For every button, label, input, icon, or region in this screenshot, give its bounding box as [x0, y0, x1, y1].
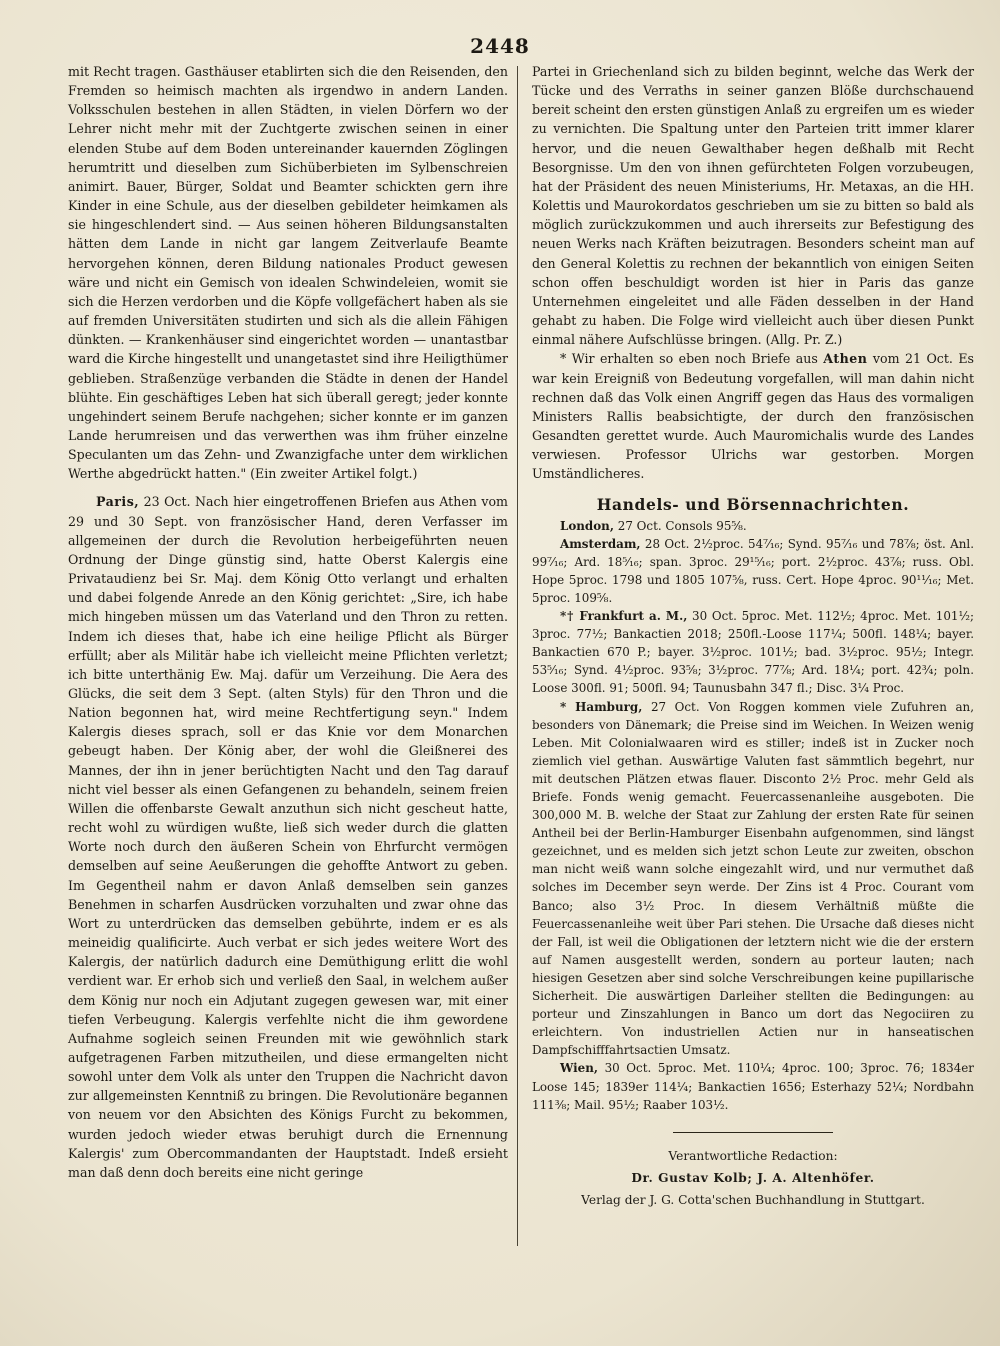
athens-report-text: vom 21 Oct. Es war kein Ereigniß von Bedeutung vorgefallen, will man dahin nicht rechnen daß das Volk einen Angriff gegen das Haus des vormaligen Ministers Rallis beabsichtigte, der durch den französischen Gesandten gerettet wurde. Auch Mauromichalis wurde des Landes verwiesen. Professor Ulrichs war gestorben. Morgen Umständlicheres.: [532, 351, 974, 482]
imprint-divider: [673, 1132, 833, 1133]
paris-report-text: 23 Oct. Nach hier eingetroffenen Briefen aus Athen vom 29 und 30 Sept. von französischer Hand, deren Verfasser im allgemeinen der durch die Revolution herbeigeführten neuen Ordnung der Dinge günstig sind, hatte Oberst Kalergis eine Privataudienz bei Sr. Maj. dem König Otto verlangt und erhalten und dabei folgende Anrede an den König gerichtet: „Sire, ich habe mich hingeben müssen um das Vaterland und den Thron zu retten. Indem ich dieses that, habe ich eine heilige Pflicht als Bürger erfüllt; aber als Militär habe ich vielleicht meine Pflichten verletzt; ich bitte unterthänig Ew. Maj. dafür um Verzeihung. Die Aera des Glücks, die seit dem 3 Sept. (alten Styls) für den Thron und die Nation begonnen hat, wird meine Rechtfertigung seyn." Indem Kalergis dieses sprach, soll er das Knie vor dem Monarchen gebeugt haben. Der König aber, der wohl die Gleißnerei des Mannes, der ihn in jener berüchtigten Nacht und den Tag darauf nicht viel besser als einen Gefangenen zu behandeln, seinem freien Willen die offenbarste Gewalt anzuthun sich nicht gescheut hatte, recht wohl zu würdigen wußte, ließ sich weder durch die glatten Worte noch durch den äußeren Schein von Ehrfurcht vermögen demselben auf seine Aeußerungen die gehoffte Antwort zu geben. Im Gegentheil nahm er davon Anlaß demselben sein ganzes Benehmen in scharfen Ausdrücken vorzuhalten und zwar ohne das Wort zu unterdrücken das demselben gebührte, indem er es als meineidig qualificirte. Auch verbat er sich jedes weitere Wort des Kalergis, der natürlich dadurch eine Demüthigung erlitt die wohl verdient war. Er erhob sich und verließ den Saal, in welchem außer dem König nur noch ein Adjutant zugegen gewesen war, mit einer tiefen Verbeugung. Kalergis verfehlte nicht die ihm gewordene Aufnahme sogleich seinen Freunden mit wie gewöhnlich stark aufgetragenen Farben mitzutheilen, und diese ermangelten nicht sowohl unter dem Volk als unter den Truppen die Nachricht davon zur allgemeinsten Kenntniß zu bringen. Die Revolutionäre begannen von neuem vor den Absichten des Königs Furcht zu bekommen, wurden jedoch wieder etwas beruhigt durch die Ernennung Kalergis' zum Obercommandanten der Hauptstadt. Indeß ersieht man daß denn doch bereits eine nicht geringe: [68, 494, 508, 1180]
wien-text: 30 Oct. 5proc. Met. 110¼; 4proc. 100; 3proc. 76; 1834er Loose 145; 1839er 114¼; Bankactien 1656; Esterhazy 52¼; Nordbahn 111⅜; Mail. 95½; Raaber 103½.: [532, 1061, 974, 1112]
amsterdam-text: 28 Oct. 2½proc. 54⁷⁄₁₆; Synd. 95⁷⁄₁₆ und 78⁷⁄₈; öst. Anl. 99⁷⁄₁₆; Ard. 18⁵⁄₁₆; span. 3proc. 29¹⁵⁄₁₆; port. 2½proc. 43⁷⁄₈; russ. Obl. Hope 5proc. 1798 und 1805 107⅝, russ. Cert. Hope 4proc. 90¹¹⁄₁₆; Met. 5proc. 109⅝.: [532, 536, 974, 605]
greece-report-continuation: Partei in Griechenland sich zu bilden beginnt, welche das Werk der Tücke und des Verraths in seiner ganzen Blöße durchschauend bereit scheint den ersten günstigen Anlaß zu ergreifen um es wieder zu vernichten. Die Spaltung unter den Parteien tritt immer klarer hervor, und die neuen Gewalthaber hegen deßhalb mit Recht Besorgnisse. Um den von ihnen gefürchteten Folgen vorzubeugen, hat der Präsident des neuen Ministeriums, Hr. Metaxas, an die HH. Kolettis und Maurokordatos geschrieben um sie zu bitten so bald als möglich zurückzukommen und auch ihrerseits zur Befestigung des neuen Werks nach Kräften beizutragen. Besonders scheint man auf den General Kolettis zu rechnen der bekanntlich von einigen Seiten schon offen beschuldigt worden ist hier in Paris das ganze Unternehmen eingeleitet und alle Fäden desselben in der Hand gehabt zu haben. Die Folge wird vielleicht auch über diesen Punkt einmal nähere Aufschlüsse bringen. (Allg. Pr. Z.): [532, 64, 974, 348]
dateline-athens: Athen: [823, 351, 868, 367]
imprint-editors: Dr. Gustav Kolb; J. A. Altenhöfer.: [631, 1170, 875, 1185]
athens-report: [532, 349, 974, 483]
column-divider: [517, 66, 518, 1246]
left-column: [68, 62, 508, 1182]
market-frankfurt: [532, 607, 974, 697]
right-column: [532, 62, 974, 1211]
dateline-paris: Paris,: [96, 494, 140, 510]
dateline-amsterdam: Amsterdam,: [560, 536, 641, 551]
hamburg-text: 27 Oct. Von Roggen kommen viele Zufuhren an, besonders von Dänemark; die Preise sind im Weichen. In Weizen wenig Leben. Mit Colonialwaaren wird es stiller; indeß ist in Zucker noch ziemlich viel gethan. Auswärtige Valuten fast sämmtlich begehrt, nur mit deutschen Plätzen etwas flauer. Disconto 2½ Proc. mehr Geld als Briefe. Fonds wenig gemacht. Feuercassenanleihe ausgeboten. Die 300,000 M. B. welche der Staat zur Zahlung der ersten Rate für seinen Antheil bei der Berlin-Hamburger Eisenbahn aufgenommen, sind längst gezeichnet, und es melden sich jetzt schon Leute zur zweiten, obschon man nicht weiß wann solche eingezahlt wird, und nur vermuthet daß solches im December seyn werde. Der Zins ist 4 Proc. Courant vom Banco; also 3½ Proc. In diesem Verhältniß müßte die Feuercassenanleihe weit über Pari stehen. Die Ursache daß dieses nicht der Fall, ist weil die Obligationen der letztern nicht wie die der erstern auf Namen ausgestellt werden, sondern au porteur lauten; nach hiesigen Gesetzen aber sind solche Verschreibungen keine pupillarische Sicherheit. Die auswärtigen Darleiher stellten die Bedingungen: au porteur und Zinszahlungen in Banco um dort das Negociiren zu erleichtern. Von industriellen Actien nur in hanseatischen Dampfschifffahrtsactien Umsatz.: [532, 699, 974, 1058]
article-continuation: mit Recht tragen. Gasthäuser etablirten sich die den Reisenden, den Fremden so heimisch machten als irgendwo in andern Landen. Volksschulen bestehen in allen Städten, in vielen Dörfern wo der Lehrer nicht mehr mit der Zuchtgerte zwischen seinen in einer elenden Stube auf dem Boden untereinander kauernden Zöglingen herumtritt und dieselben zum Sichüberbieten im Sylbenschreien animirt. Bauer, Bürger, Soldat und Beamter schickten gern ihre Kinder in eine Schule, aus der dieselben gebildeter heimkamen als sie hingeschlendert sind. — Aus seinen höheren Bildungsanstalten hätten dem Lande in nicht gar langem Zeitverlaufe Beamte hervorgehen können, deren Bildung nationales Product gewesen wäre und nicht ein Gemisch von idealen Schwindeleien, womit sie sich die Herzen verdorben und die Köpfe vollgefächert haben als sie auf fremden Universitäten studirten und sich als die allein Fähigen dünkten. — Krankenhäuser sind eingerichtet worden — unantastbar ward die Kirche hingestellt und unangetastet sind ihre Heiligthümer geblieben. Straßenzüge verbanden die Städte in denen der Handel blühte. Ein geschäftiges Leben hat sich überall geregt; jeder konnte ungehindert seinem Berufe nachgehen; sicher konnte er im ganzen Lande herumreisen und das verwerthen was ihm früher einzelne Speculanten um das Zehn- und Zwanzigfache unter dem wirklichen Werthe abgedrückt hatten." (Ein zweiter Artikel folgt.): [68, 64, 508, 482]
market-reports: [532, 517, 974, 1114]
market-amsterdam: [532, 535, 974, 607]
athens-report-intro: * Wir erhalten so eben noch Briefe aus: [560, 351, 824, 367]
market-wien: [532, 1059, 974, 1113]
imprint-publisher: Verlag der J. G. Cotta'schen Buchhandlung in Stuttgart.: [581, 1192, 925, 1207]
paris-report: [68, 492, 508, 1182]
market-london: [532, 517, 974, 535]
dateline-frankfurt: *† Frankfurt a. M.,: [560, 609, 688, 624]
dateline-london: London,: [560, 518, 614, 533]
page-number: 2448: [470, 34, 530, 58]
market-hamburg: [532, 698, 974, 1060]
frankfurt-text: 30 Oct. 5proc. Met. 112½; 4proc. Met. 101½; 3proc. 77½; Bankactien 2018; 250fl.-Loose 117¼; 500fl. 148¼; bayer. Bankactien 670 P.; bayer. 3½proc. 101½; bad. 3½proc. 95½; Integr. 53⁵⁄₁₆; Synd. 4½proc. 93⅝; 3½proc. 77⅞; Ard. 18¼; port. 42¾; poln. Loose 300fl. 91; 500fl. 94; Taunusbahn 347 fl.; Disc. 3¼ Proc.: [532, 609, 974, 696]
section-heading: Handels- und Börsennachrichten.: [596, 495, 910, 515]
dateline-wien: Wien,: [560, 1061, 599, 1076]
dateline-hamburg: * Hamburg,: [560, 699, 643, 714]
imprint-label: Verantwortliche Redaction:: [668, 1148, 838, 1163]
imprint: [532, 1145, 974, 1211]
london-text: 27 Oct. Consols 95⅝.: [613, 518, 747, 533]
